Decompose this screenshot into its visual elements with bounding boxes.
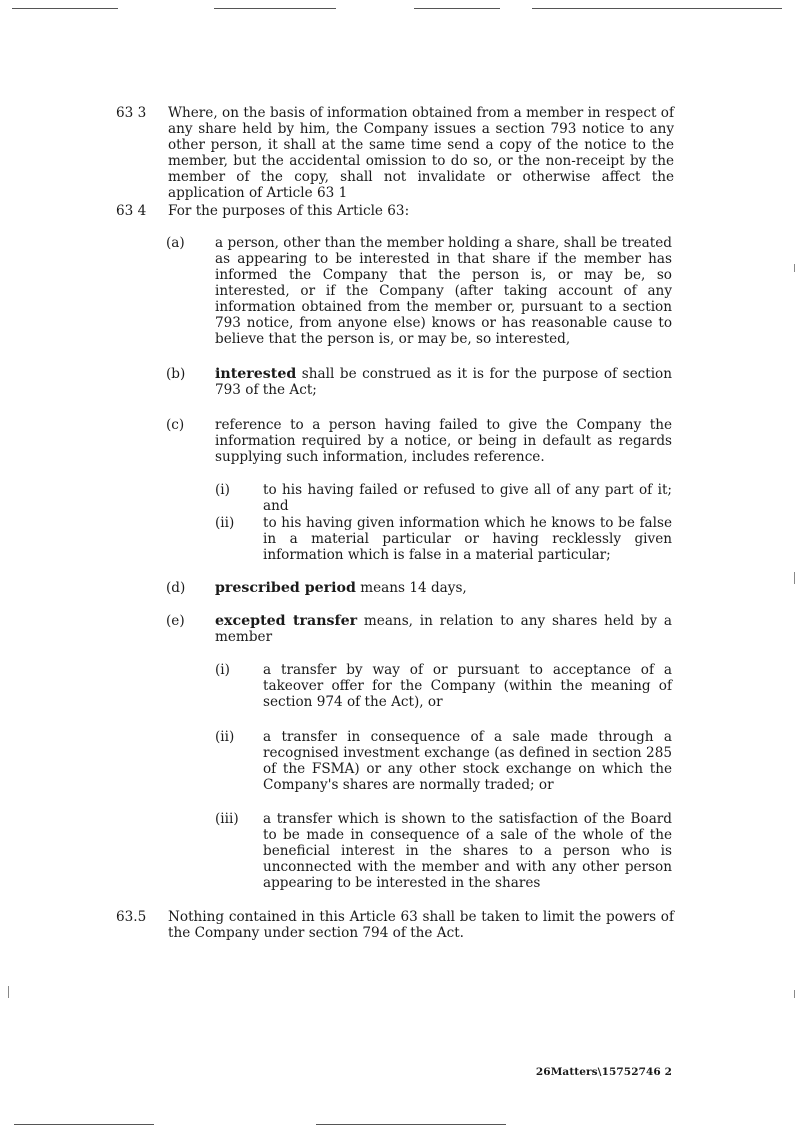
top-rule-3 bbox=[414, 8, 500, 9]
item-label: (b) bbox=[166, 366, 186, 382]
bottom-rule-1 bbox=[14, 1124, 154, 1125]
defined-term: excepted transfer bbox=[215, 613, 358, 629]
margin-mark-right-2 bbox=[794, 264, 795, 272]
item-label: (a) bbox=[166, 235, 185, 251]
definition-text: means 14 days, bbox=[355, 580, 467, 596]
subitem-text: a transfer by way of or pursuant to acceptance of a takeover offer for the Company (within the meaning of section 974 of the Act), or bbox=[263, 662, 672, 710]
subitem-text: to his having given information which he knows to be false in a material particular or having recklessly given information which is false in a material particular; bbox=[263, 515, 672, 563]
top-rule-4 bbox=[532, 8, 782, 9]
margin-mark-right-3 bbox=[794, 990, 795, 998]
item-label: (c) bbox=[166, 417, 185, 433]
item-text: reference to a person having failed to give the Company the information required by a notice, or being in default as regards supplying such information, includes reference. bbox=[215, 417, 672, 465]
bottom-rule-2 bbox=[316, 1124, 506, 1125]
subitem-text: a transfer in consequence of a sale made through a recognised investment exchange (as defined in section 285 of the FSMA) or any other stock exchange on which the Company's shares are normally traded; or bbox=[263, 729, 672, 793]
item-text: a person, other than the member holding a share, shall be treated as appearing to be interested in that share if the member has informed the Company that the person is, or may be, so interested, or if the Company (after taking account of any information obtained from the member or, pursuant to a section 793 notice, from anyone else) knows or has reasonable cause to believe that the person is, or may be, so interested, bbox=[215, 235, 672, 347]
subitem-label: (i) bbox=[215, 482, 230, 498]
paragraph-text: Nothing contained in this Article 63 shall be taken to limit the powers of the Company under section 794 of the Act. bbox=[168, 909, 674, 941]
paragraph-number: 63 3 bbox=[116, 105, 147, 121]
margin-mark-left bbox=[8, 986, 9, 998]
defined-term: interested bbox=[215, 366, 297, 382]
paragraph-text: Where, on the basis of information obtained from a member in respect of any share held by him, the Company issues a section 793 notice to any other person, it shall at the same time send a copy of the notice to the member, but the accidental omission to do so, or the non-receipt by the member of the copy, shall not invalidate or otherwise affect the application of Article 63 1 bbox=[168, 105, 674, 201]
top-rule-1 bbox=[12, 8, 118, 9]
subitem-label: (i) bbox=[215, 662, 230, 678]
subitem-label: (ii) bbox=[215, 515, 235, 531]
paragraph-number: 63 4 bbox=[116, 203, 147, 219]
paragraph-63-5 bbox=[116, 909, 674, 941]
definition-text: means, in relation to any shares held by a member bbox=[215, 613, 672, 645]
item-text bbox=[215, 613, 672, 645]
subitem-text: to his having failed or refused to give all of any part of it; and bbox=[263, 482, 672, 514]
document-reference: 26Matters\15752746 2 bbox=[535, 1066, 672, 1078]
paragraph-63-4 bbox=[116, 203, 674, 219]
item-text bbox=[215, 580, 672, 596]
item-label: (d) bbox=[166, 580, 186, 596]
subitem-label: (ii) bbox=[215, 729, 235, 745]
item-label: (e) bbox=[166, 613, 185, 629]
paragraph-text: For the purposes of this Article 63: bbox=[168, 203, 410, 219]
subitem-label: (iii) bbox=[215, 811, 239, 827]
item-text bbox=[215, 366, 672, 398]
top-rule-2 bbox=[214, 8, 336, 9]
margin-mark-right-1 bbox=[794, 572, 795, 584]
definition-text: shall be construed as it is for the purpose of section 793 of the Act; bbox=[215, 366, 672, 398]
paragraph-63-3 bbox=[116, 105, 674, 201]
paragraph-number: 63.5 bbox=[116, 909, 147, 925]
defined-term: prescribed period bbox=[215, 580, 356, 596]
subitem-text: a transfer which is shown to the satisfaction of the Board to be made in consequence of a sale of the whole of the beneficial interest in the shares to a person who is unconnected with the member and with any other person appearing to be interested in the shares bbox=[263, 811, 672, 891]
